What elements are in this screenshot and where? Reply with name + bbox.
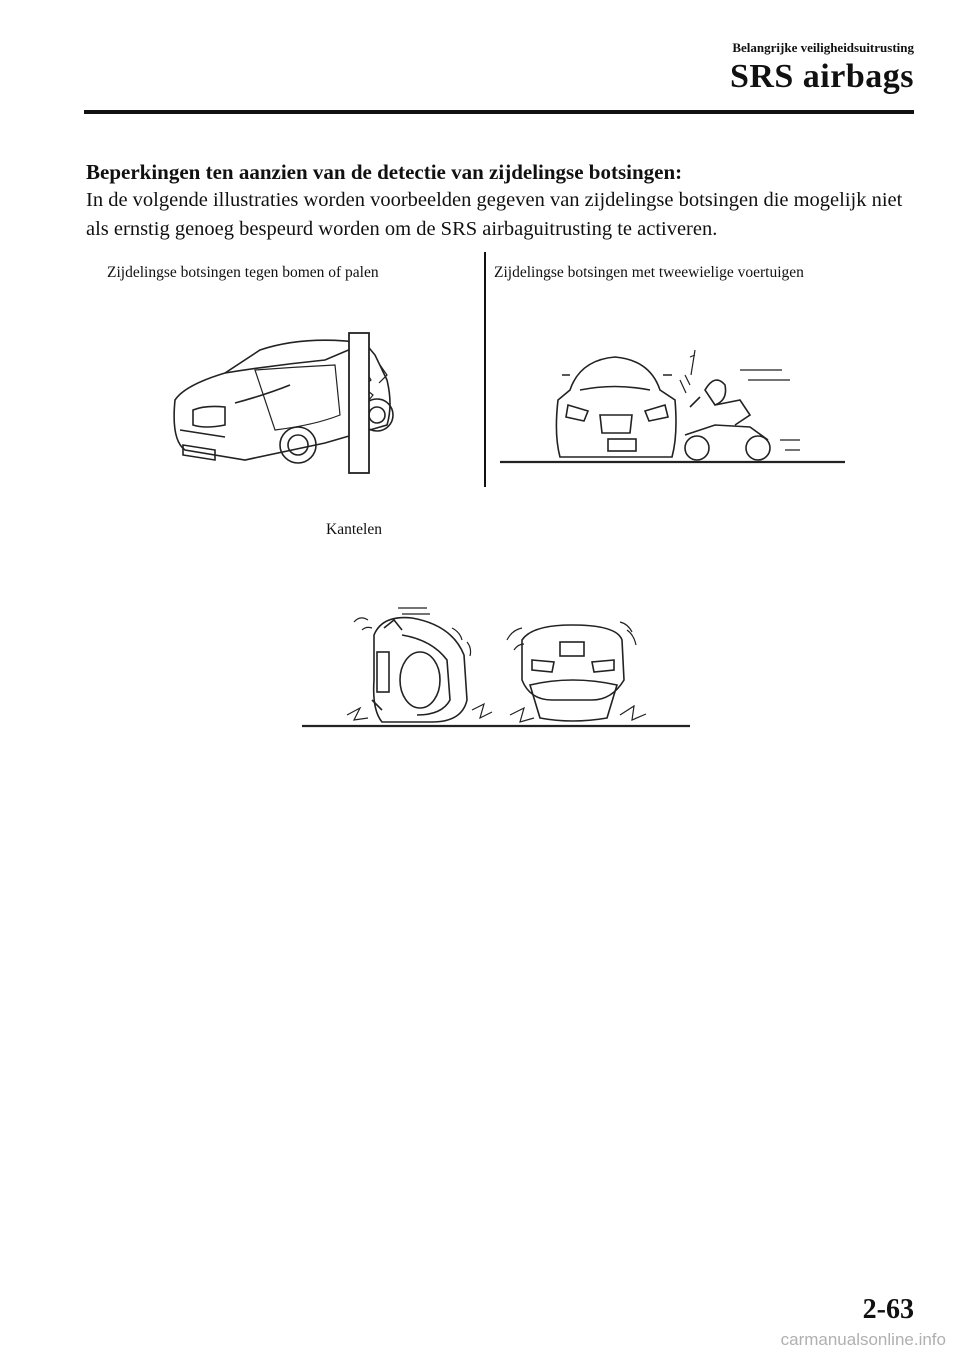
rollover-illustration xyxy=(302,600,690,730)
watermark: carmanualsonline.info xyxy=(780,1330,946,1349)
page-number: 2-63 xyxy=(862,1294,914,1325)
motorcycle-collision-caption: Zijdelingse botsingen met tweewielige voertuigen xyxy=(494,264,804,281)
rollover-caption: Kantelen xyxy=(326,521,382,538)
figure-divider xyxy=(484,252,486,487)
section-label: Belangrijke veiligheidsuitrusting xyxy=(732,40,914,55)
section-heading: Beperkingen ten aanzien van de detectie van zijdelingse botsingen: xyxy=(86,160,683,184)
motorcycle-collision-illustration xyxy=(500,345,845,470)
intro-paragraph: In de volgende illustraties worden voorbeelden gegeven van zijdelingse botsingen die mogelijk niet als ernstig genoeg bespeurd worden om de SRS airbaguitrusting te activeren. xyxy=(86,189,903,240)
page-title: SRS airbags xyxy=(729,58,914,95)
pole-collision-caption: Zijdelingse botsingen tegen bomen of palen xyxy=(107,264,379,281)
pole-collision-illustration xyxy=(165,325,405,475)
header-divider xyxy=(84,110,914,114)
